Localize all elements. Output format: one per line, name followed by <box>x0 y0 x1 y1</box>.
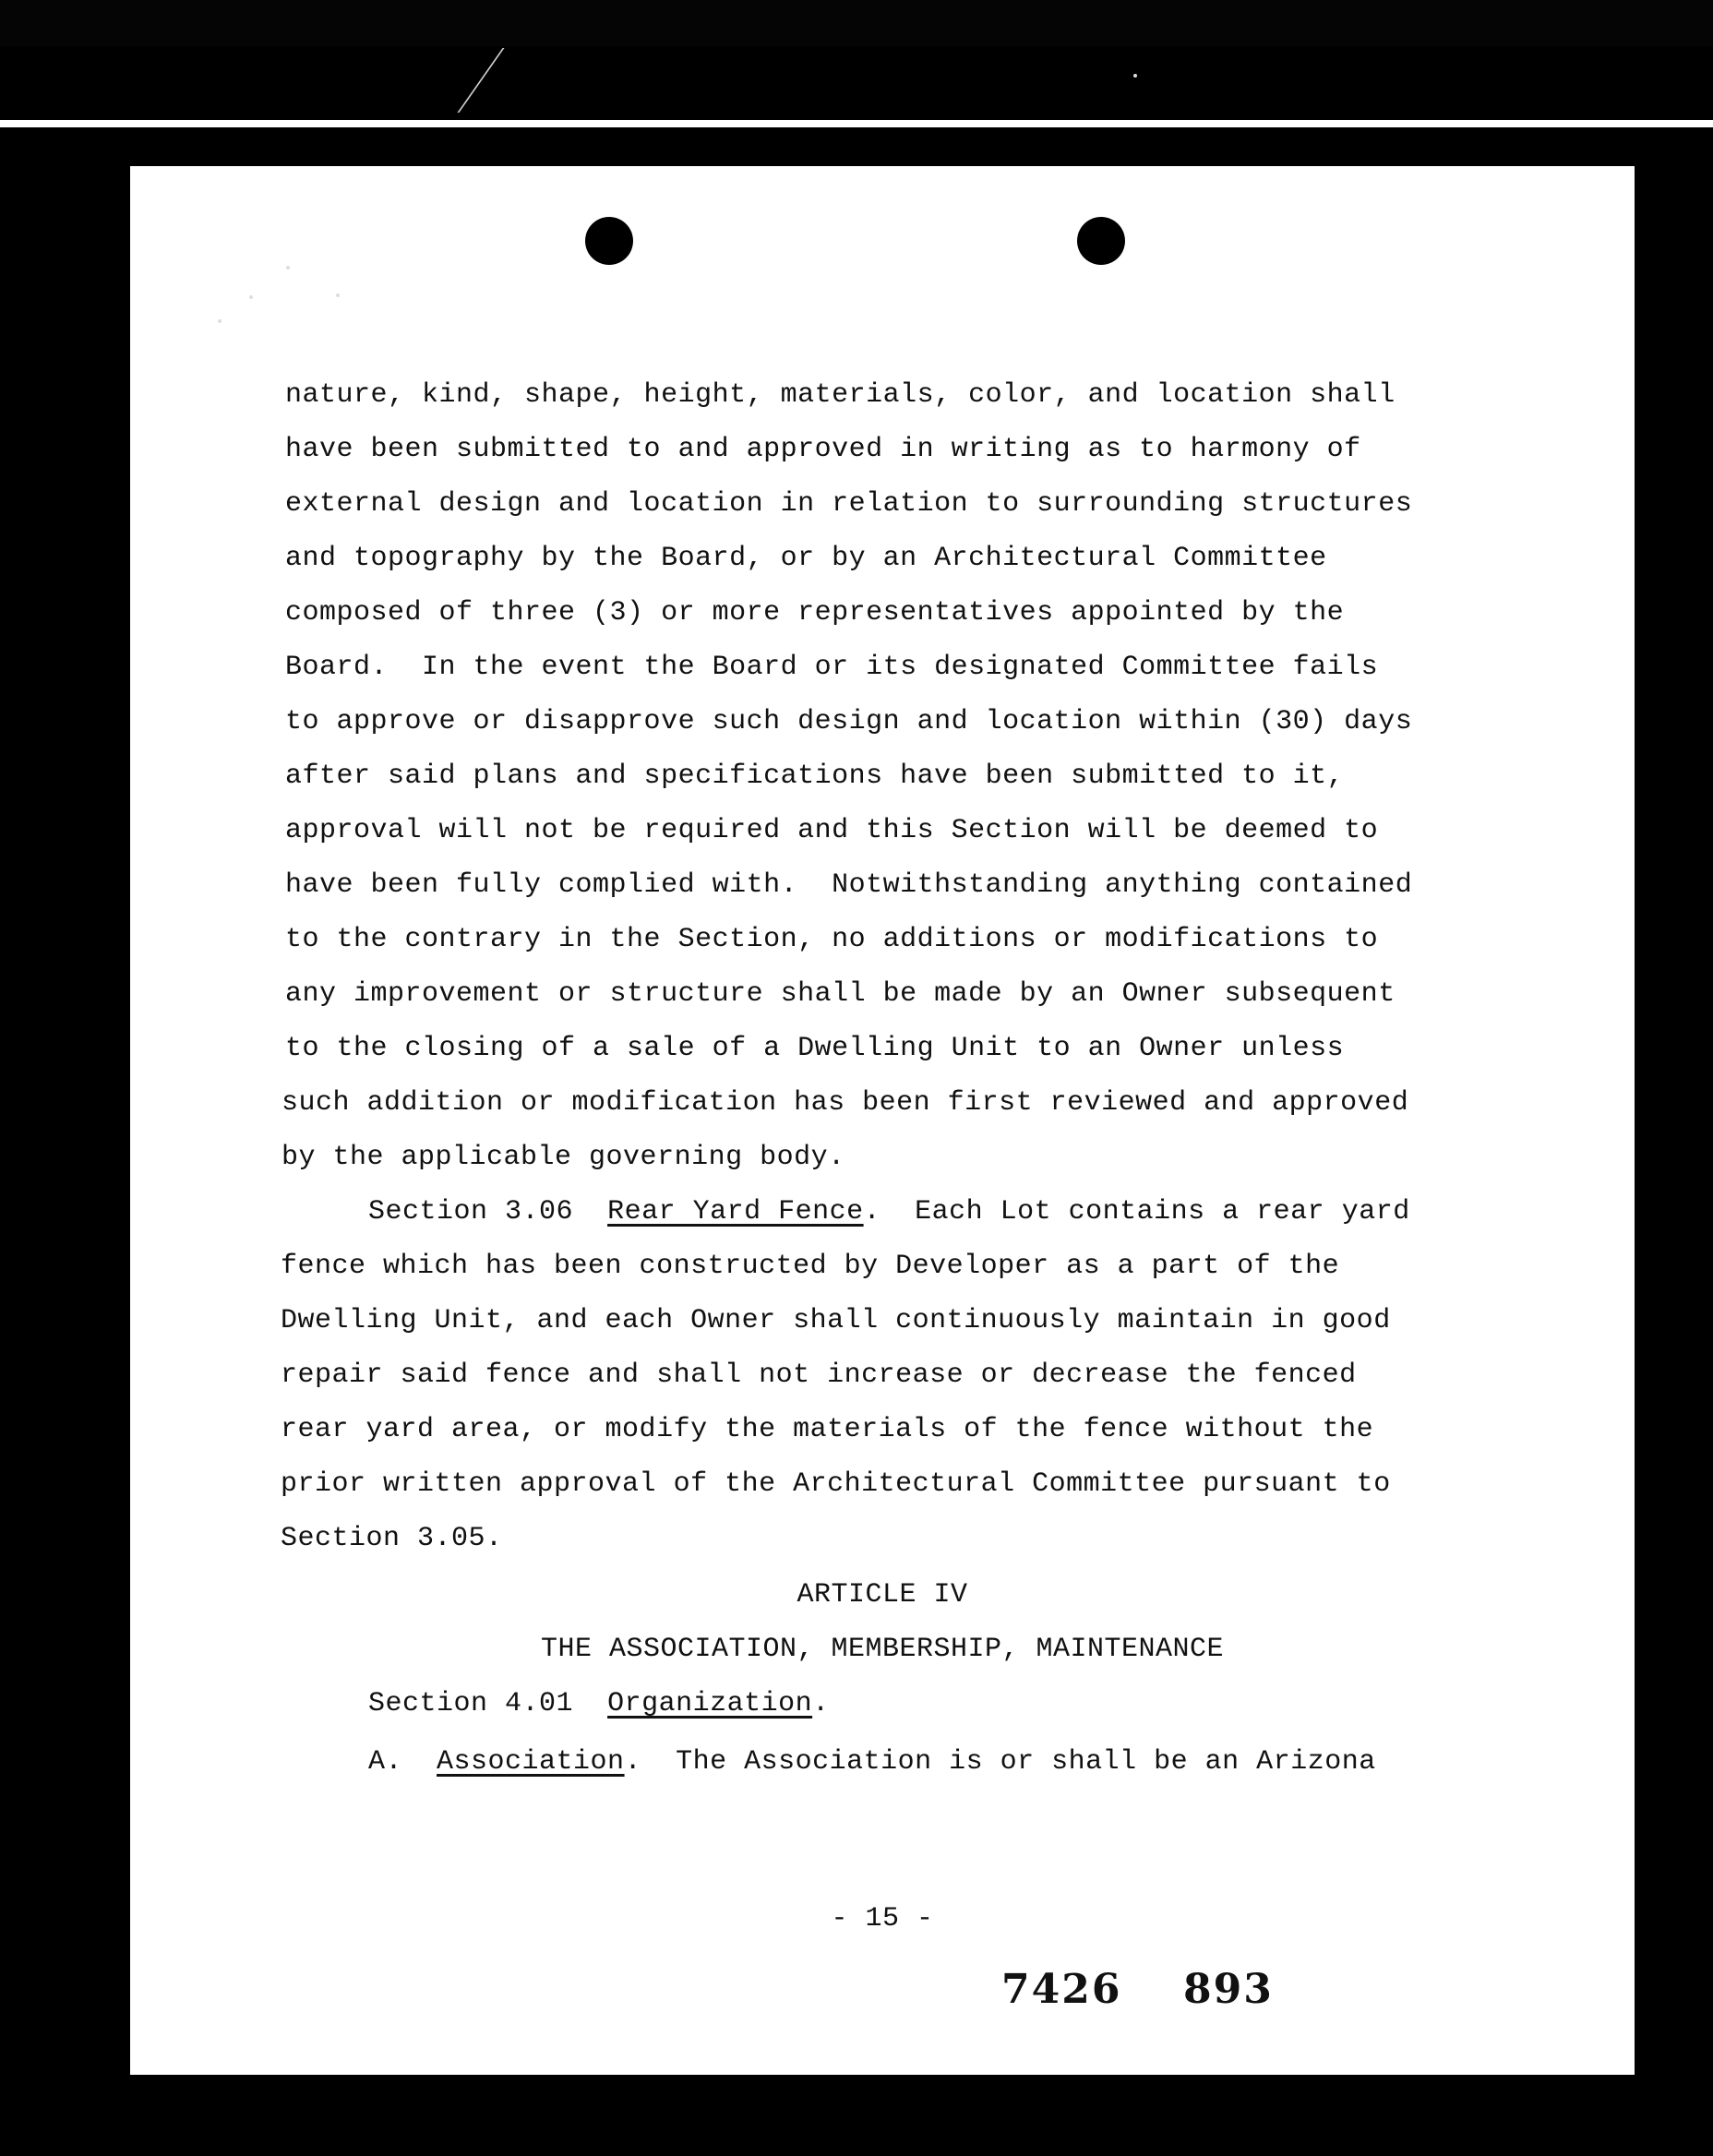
section-title-end: . <box>812 1688 830 1719</box>
subsection-a-line <box>368 1745 1376 1779</box>
body-line: Section 3.05. <box>281 1523 503 1554</box>
body-line: to the contrary in the Section, no additions or modifications to <box>285 924 1379 955</box>
scan-top-border <box>0 0 1713 46</box>
recording-stamp-right: 893 <box>1183 1966 1274 2013</box>
article-subheading: THE ASSOCIATION, MEMBERSHIP, MAINTENANCE <box>540 1634 1225 1665</box>
document-page <box>130 166 1635 2075</box>
scan-speck <box>218 319 222 323</box>
section-text: . Each Lot contains a rear yard <box>863 1196 1410 1228</box>
body-line: to the closing of a sale of a Dwelling Unit to an Owner unless <box>285 1033 1345 1064</box>
section-3-06-heading-line <box>368 1195 1410 1228</box>
body-line: composed of three (3) or more representatives appointed by the <box>285 597 1345 629</box>
body-line: and topography by the Board, or by an Architectural Committee <box>285 543 1327 574</box>
subsection-letter: A. <box>368 1746 403 1778</box>
body-line: repair said fence and shall not increase or decrease the fenced <box>281 1359 1357 1391</box>
body-line: such addition or modification has been first reviewed and approved <box>282 1087 1409 1119</box>
subsection-title: Association <box>437 1746 625 1778</box>
scan-scratch <box>457 48 596 113</box>
body-line: Board. In the event the Board or its designated Committee fails <box>285 652 1379 683</box>
body-line: have been submitted to and approved in writing as to harmony of <box>285 434 1361 465</box>
recording-stamp-left: 7426 <box>1001 1966 1122 2013</box>
section-number: Section 4.01 <box>368 1688 574 1719</box>
body-line: rear yard area, or modify the materials of the fence without the <box>281 1414 1374 1445</box>
section-4-01-heading-line <box>368 1687 830 1720</box>
body-line: after said plans and specifications have been submitted to it, <box>285 761 1345 792</box>
page-number: - 15 - <box>831 1903 934 1934</box>
scan-speck <box>336 293 340 297</box>
body-line: any improvement or structure shall be made by an Owner subsequent <box>285 978 1396 1010</box>
section-title: Organization <box>607 1688 813 1719</box>
body-line: fence which has been constructed by Developer as a part of the <box>281 1251 1340 1282</box>
body-line: have been fully complied with. Notwithstanding anything contained <box>285 869 1413 901</box>
body-line: Dwelling Unit, and each Owner shall continuously maintain in good <box>281 1305 1391 1336</box>
body-line: external design and location in relation to surrounding structures <box>285 488 1413 520</box>
body-line: approval will not be required and this Section will be deemed to <box>285 815 1379 846</box>
body-line: nature, kind, shape, height, materials, color, and location shall <box>285 379 1396 411</box>
scan-speck <box>286 266 290 270</box>
article-heading: ARTICLE IV <box>797 1579 968 1611</box>
subsection-text: . The Association is or shall be an Arizona <box>624 1746 1376 1778</box>
scan-speck <box>249 295 253 299</box>
body-line: to approve or disapprove such design and location within (30) days <box>285 706 1413 737</box>
document-text <box>130 166 1635 2075</box>
scan-speck <box>1133 74 1137 78</box>
body-line: by the applicable governing body. <box>282 1142 845 1173</box>
section-number: Section 3.06 <box>368 1196 574 1228</box>
section-title: Rear Yard Fence <box>607 1196 864 1228</box>
body-line: prior written approval of the Architectural Committee pursuant to <box>281 1468 1391 1500</box>
scan-edge-line <box>0 120 1713 127</box>
